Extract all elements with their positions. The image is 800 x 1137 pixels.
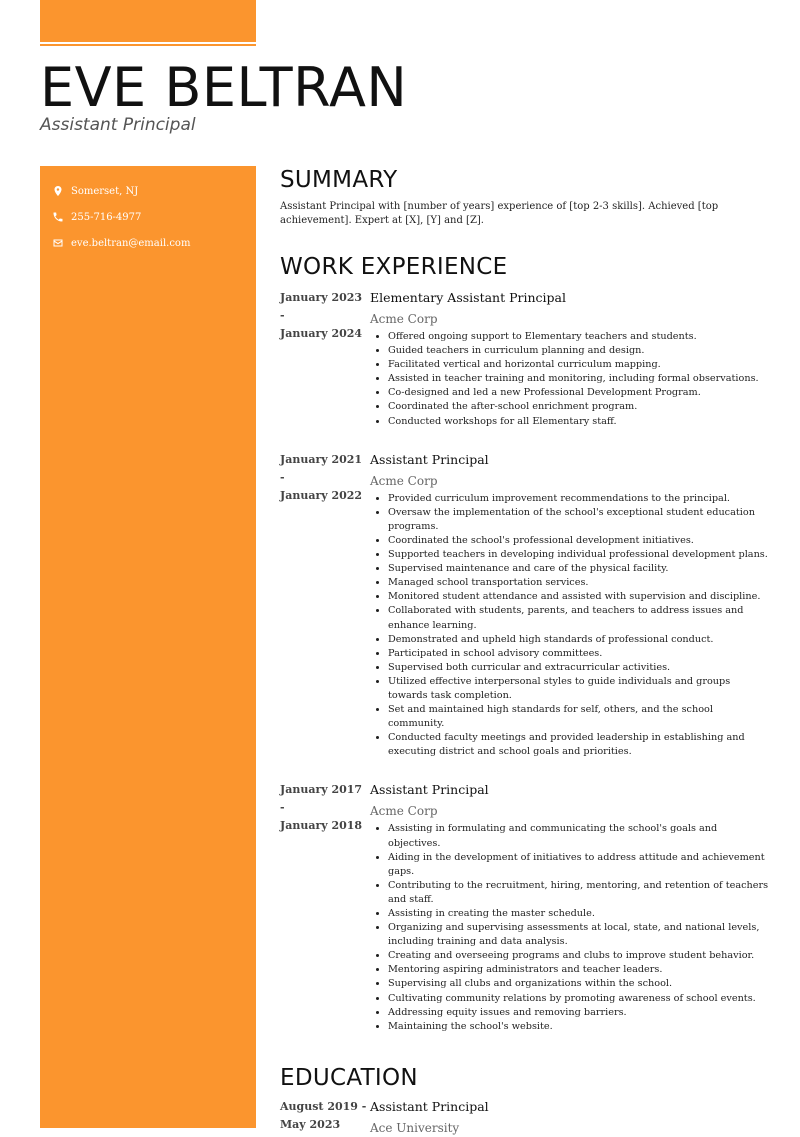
contact-email-text: eve.beltran@email.com [71,237,191,249]
job-title: Elementary Assistant Principal [370,290,566,305]
list-item: • Assisting in creating the master schedule. [388,907,770,921]
job-entry [280,781,770,1033]
phone-icon [52,211,64,223]
list-item: • Facilitated vertical and horizontal curriculum mapping. [388,358,770,372]
job-date-separator: - [280,801,285,815]
job-details [370,781,770,1033]
list-item: • Utilized effective interpersonal styles to guide individuals and groups towards task completion. [388,675,770,703]
list-item: • Participated in school advisory committees. [388,647,770,661]
summary-text: Assistant Principal with [number of years] experience of [top 2-3 skills]. Achieved [top achievement]. Expert at [X], [Y] and [Z]. [280,201,719,226]
job-entry [280,289,770,429]
list-item: • Conducted workshops for all Elementary staff. [388,415,770,429]
list-item: • Contributing to the recruitment, hiring, mentoring, and retention of teachers and staff. [388,879,770,907]
list-item: • Cultivating community relations by promoting awareness of school events. [388,992,770,1006]
job-organization: Acme Corp [370,473,438,488]
contact-email [52,230,252,256]
job-organization: Acme Corp [370,804,438,819]
list-item: • Assisted in teacher training and monitoring, including formal observations. [388,372,770,386]
list-item: • Oversaw the implementation of the school's exceptional student education programs. [388,506,770,534]
list-item: • Assisting in formulating and communicating the school's goals and objectives. [388,822,770,850]
list-item: • Supported teachers in developing individual professional development plans. [388,548,770,562]
job-title: Assistant Principal [370,451,489,467]
list-item: • Set and maintained high standards for self, others, and the school community. [388,703,770,731]
sidebar [40,166,256,1128]
job-dates [280,289,370,429]
list-item: • Coordinated the after-school enrichment program. [388,400,770,414]
list-item: • Managed school transportation services. [388,576,770,590]
list-item: • Aiding in the development of initiatives to address attitude and achievement gaps. [388,851,770,879]
map-pin-icon [52,185,64,197]
job-start-date: January 2017 [280,783,363,797]
education-details [370,1098,489,1137]
contact-location [52,178,252,204]
list-item: • Coordinated the school's professional development initiatives. [388,534,770,548]
list-item: • Mentoring aspiring administrators and teacher leaders. [388,963,770,977]
contact-list [52,178,252,256]
list-item: • Offered ongoing support to Elementary teachers and students. [388,330,770,344]
job-date-separator: - [280,470,285,484]
job-end-date: January 2018 [280,819,363,833]
job-start-date: January 2023 [280,291,363,304]
list-item: • Creating and overseeing programs and clubs to improve student behavior. [388,949,770,963]
list-item: • Guided teachers in curriculum planning and design. [388,344,770,358]
contact-phone-text: 255-716-4977 [71,211,142,223]
job-date-separator: - [280,309,285,322]
candidate-name: EVE BELTRAN [40,56,408,119]
job-end-date: January 2024 [280,327,363,340]
job-dates [280,451,370,760]
education-dates: August 2019 - May 2023 [280,1099,367,1131]
job-entry [280,451,770,760]
header-accent-rule [40,44,256,46]
contact-phone [52,204,252,230]
education-entry [280,1098,770,1137]
job-start-date: January 2021 [280,452,363,466]
candidate-role: Assistant Principal [40,115,196,135]
job-details [370,289,770,429]
list-item: • Conducted faculty meetings and provided leadership in establishing and executing district and school goals and priorities. [388,731,770,759]
list-item: • Supervised both curricular and extracurricular activities. [388,661,770,675]
job-bullets [370,492,770,760]
list-item: • Collaborated with students, parents, and teachers to address issues and enhance learning. [388,604,770,632]
list-item: • Demonstrated and upheld high standards of professional conduct. [388,633,770,647]
experience-heading: WORK EXPERIENCE [280,254,508,280]
list-item: • Addressing equity issues and removing barriers. [388,1006,770,1020]
job-details [370,451,770,760]
email-icon [52,237,64,249]
job-dates [280,781,370,1033]
list-item: • Provided curriculum improvement recommendations to the principal. [388,492,770,506]
summary-heading: SUMMARY [280,167,398,193]
main-content [280,166,770,1137]
education-institution: Ace University [370,1120,460,1135]
job-bullets [370,822,770,1033]
education-title: Assistant Principal [370,1098,489,1114]
header-accent-bar [40,0,256,42]
list-item: • Maintaining the school's website. [388,1020,770,1034]
list-item: • Co-designed and led a new Professional Development Program. [388,386,770,400]
list-item: • Monitored student attendance and assisted with supervision and discipline. [388,590,770,604]
job-end-date: January 2022 [280,488,363,502]
job-bullets [370,330,770,429]
list-item: • Supervised maintenance and care of the physical facility. [388,562,770,576]
job-title: Assistant Principal [370,782,489,798]
list-item: • Supervising all clubs and organizations within the school. [388,977,770,991]
job-organization: Acme Corp [370,312,438,326]
contact-location-text: Somerset, NJ [71,185,139,197]
list-item: • Organizing and supervising assessments at local, state, and national levels, including training and data analysis. [388,921,770,949]
education-heading: EDUCATION [280,1064,418,1091]
